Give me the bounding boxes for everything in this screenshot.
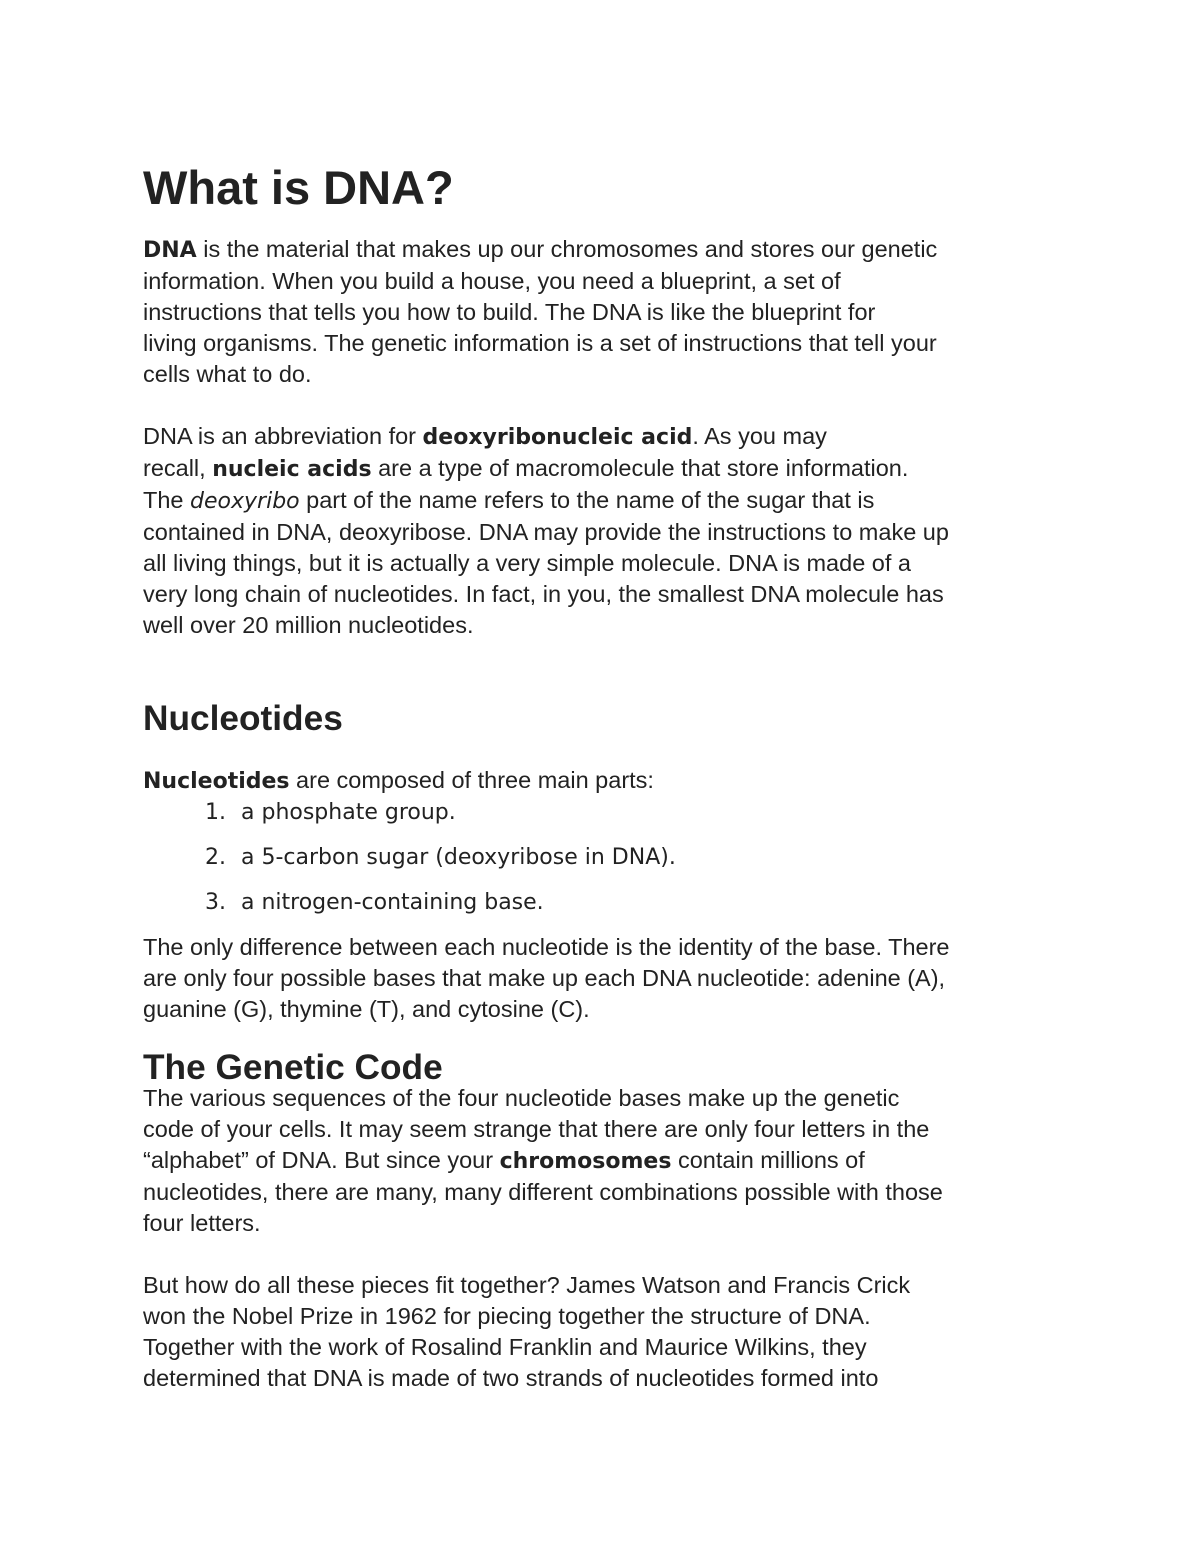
list-item: 2. a 5-carbon sugar (deoxyribose in DNA). — [205, 845, 676, 870]
italic-deoxyribo: deoxyribo — [190, 489, 300, 514]
keyword-chromosomes: chromosomes — [499, 1149, 672, 1174]
nucleotide-parts-list — [143, 797, 1073, 918]
heading-what-is-dna: What is DNA? — [143, 161, 454, 214]
list-item: 3. a nitrogen-containing base. — [205, 890, 544, 915]
paragraph-dna-intro: DNA is the material that makes up our chromosomes and stores our genetic information. When you build a house, you need a blueprint, a set of instructions that tells you how to build. The DNA is like the blueprint for living organisms. The genetic information is a set of instructions that tell your cells what to do. — [143, 236, 938, 387]
keyword-nucleic-acids: nucleic acids — [212, 457, 372, 482]
paragraph-nucleotides-intro: Nucleotides are composed of three main parts: — [143, 767, 654, 794]
list-item: 1. a phosphate group. — [205, 800, 456, 825]
paragraph-bases: The only difference between each nucleotide is the identity of the base. There are only four possible bases that make up each DNA nucleotide: adenine (A), guanine (G), thymine (T), and cytosine (C). — [143, 934, 950, 1022]
keyword-deoxyribonucleic-acid: deoxyribonucleic acid — [422, 425, 693, 450]
paragraph-dna-abbreviation: DNA is an abbreviation for deoxyribonucleic acid. As you may recall, nucleic acids are a type of macromolecule that store information. The deoxyribo part of the name refers to the name of the sugar that is contained in DNA, deoxyribose. DNA may provide the instructions to make up all living things, but it is actually a very simple molecule. DNA is made of a very long chain of nucleotides. In fact, in you, the smallest DNA molecule has well over 20 million nucleotides. — [143, 423, 949, 638]
keyword-dna: DNA — [143, 238, 197, 263]
heading-genetic-code: The Genetic Code — [143, 1048, 443, 1087]
document-page — [143, 161, 1073, 1394]
paragraph-genetic-code: The various sequences of the four nucleotide bases make up the genetic code of your cells. It may seem strange that there are only four letters in the “alphabet” of DNA. But since your chromosomes contain millions of nucleotides, there are many, many different combinations possible with those four letters. — [143, 1085, 943, 1236]
keyword-nucleotides: Nucleotides — [143, 769, 290, 794]
heading-nucleotides: Nucleotides — [143, 699, 343, 738]
paragraph-watson-crick: But how do all these pieces fit together? James Watson and Francis Crick won the Nobel Prize in 1962 for piecing together the structure of DNA. Together with the work of Rosalind Franklin and Maurice Wilkins, they determined that DNA is made of two strands of nucleotides formed into — [143, 1272, 911, 1391]
